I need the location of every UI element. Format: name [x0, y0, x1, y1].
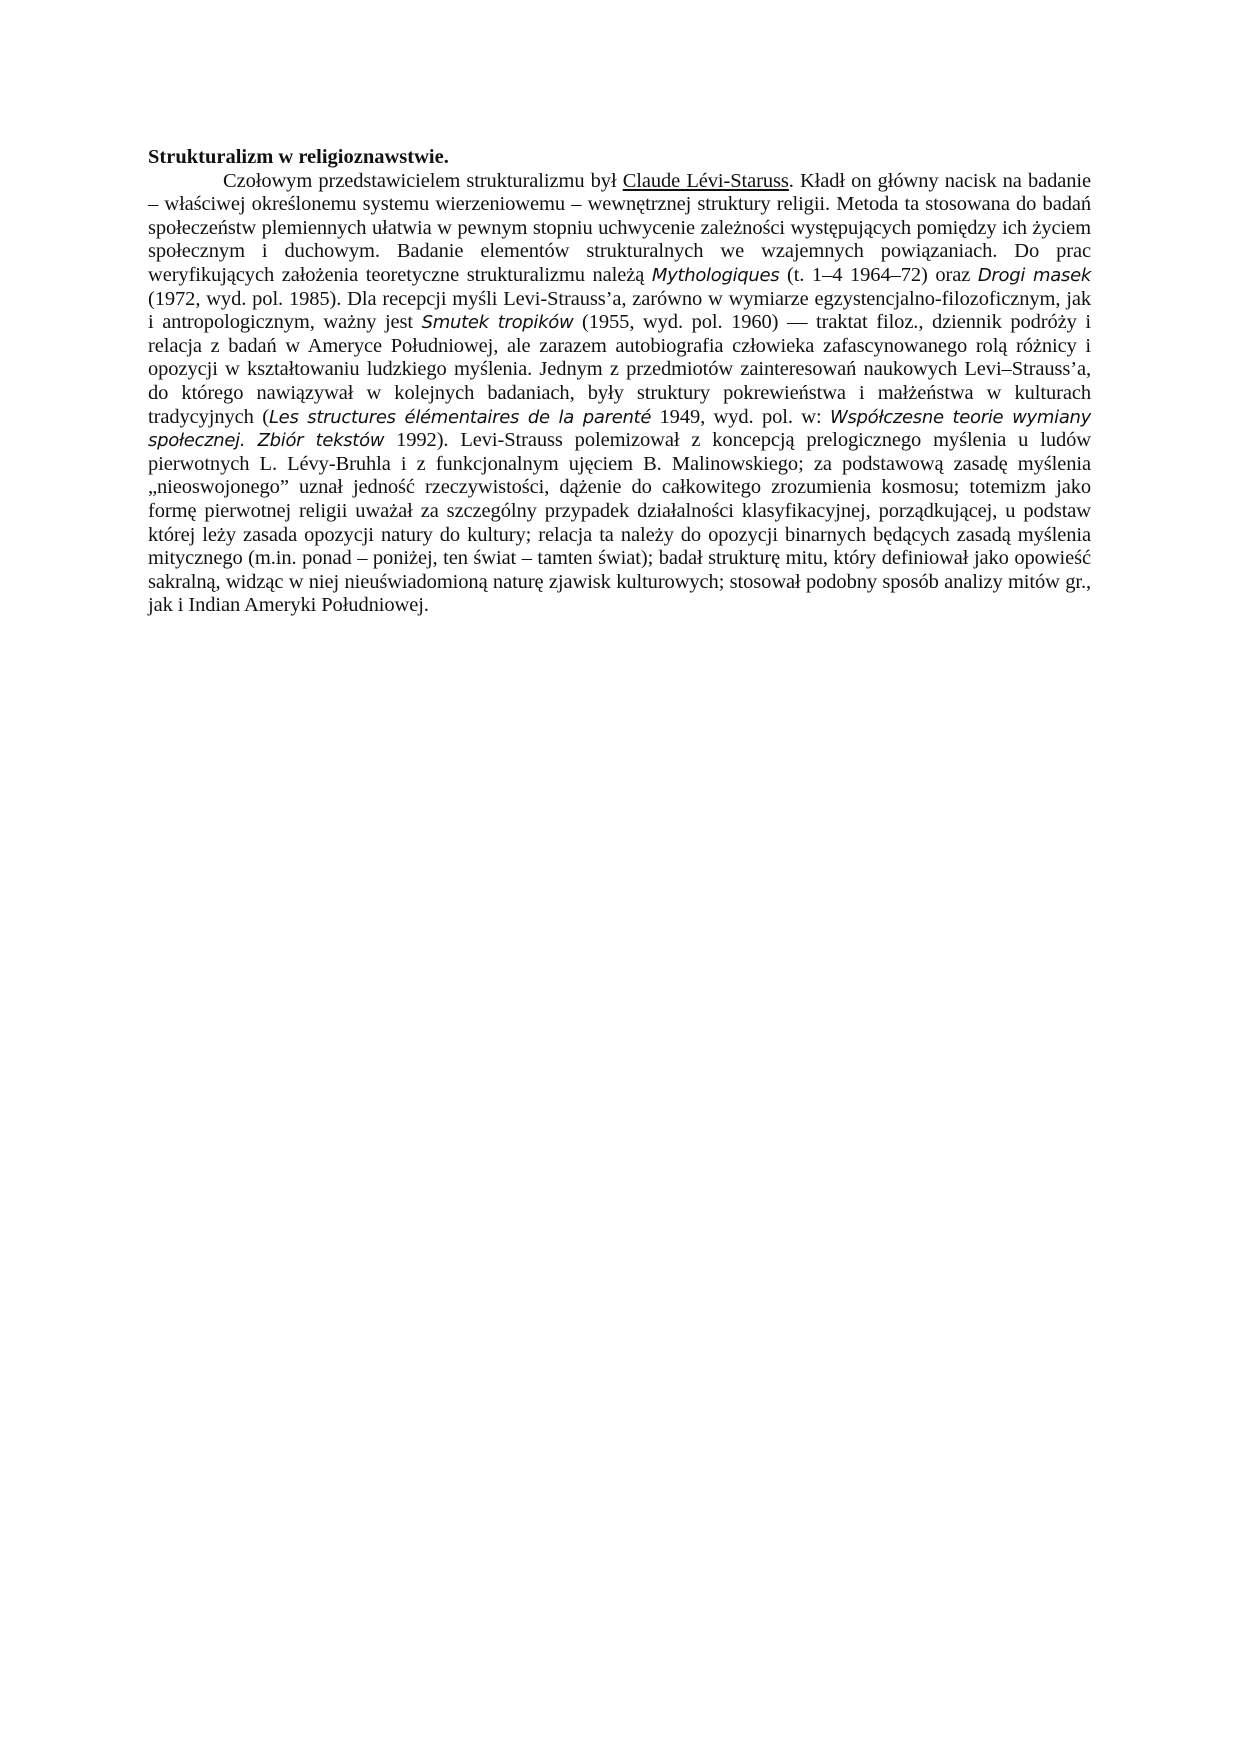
text-segment: 1949, wyd. pol. w: [651, 405, 830, 428]
text-segment: (1955, wyd. pol. 1960) — traktat filoz., dziennik podróży i relacja z badań w Ameryce Południowej, ale zarazem autobiografia człowieka zafascynowanego rolą różnicy i opozycji w kształtowaniu ludzkiego myślenia. Jednym z przedmiotów zainteresowań naukowych Levi–Strauss’a, do którego nawiązywał w kolejnych badaniach, były struktury pokrewieństwa i małżeństwa w kulturach tradycyjnych ( [148, 311, 1091, 428]
text-segment: . Kładł on główny nacisk na badanie – właściwej określonemu systemu wierzeniowemu – wewnętrznej struktury religii. Metoda ta stosowana do badań społeczeństw plemiennych ułatwia w pewnym stopniu uchwycenie zależności występujących pomiędzy ich życiem społecznym i duchowym. Badanie elementów strukturalnych we wzajemnych powiązaniach. Do prac weryfikujących założenia teoretyczne strukturalizmu należą [148, 169, 1091, 286]
text-segment: 1992). Levi-Strauss polemizował z koncepcją prelogicznego myślenia u ludów pierwotnych L. Lévy-Bruhla i z funkcjonalnym ujęciem B. Malinowskiego; za podstawową zasadę myślenia „nieoswojonego” uznał jedność rzeczywistości, dążenie do całkowitego zrozumienia kosmosu; totemizm jako formę pierwotnej religii uważał za szczególny przypadek działalności klasyfikacyjnej, porządkującej, u podstaw której leży zasada opozycji natury do kultury; relacja ta należy do opozycji binarnych będących zasadą myślenia mitycznego (m.in. ponad – poniżej, ten świat – tamten świat); badał strukturę mitu, który definiował jako opowieść sakralną, widząc w niej nieuświadomioną naturę zjawisk kulturowych; stosował podobny sposób analizy mitów gr., jak i Indian Ameryki Południowej. [148, 429, 1091, 617]
work-title-wspolczesne-teorie: Współczesne teorie wymiany społecznej. Zbiór tekstów [148, 406, 1092, 452]
document-page [148, 146, 1091, 618]
work-title-smutek-tropikow: Smutek tropików [421, 312, 574, 334]
work-title-mythologiques: Mythologiques [651, 264, 780, 286]
text-segment: Czołowym przedstawicielem strukturalizmu był [223, 169, 623, 192]
work-title-les-structures: Les structures élémentaires de la parenté [268, 406, 652, 428]
text-segment: (1972, wyd. pol. 1985). Dla recepcji myśli Levi-Strauss’a, zarówno w wymiarze egzystencjalno-filozoficznym, jak i antropologicznym, ważny jest [148, 287, 1091, 334]
claude-levi-strauss-link[interactable]: Claude Lévi-Staruss [622, 169, 789, 192]
body-paragraph [148, 170, 1091, 618]
document-title: Strukturalizm w religioznawstwie. [148, 146, 449, 168]
text-segment: (t. 1–4 1964–72) oraz [779, 263, 978, 286]
work-title-drogi-masek: Drogi masek [977, 264, 1092, 286]
